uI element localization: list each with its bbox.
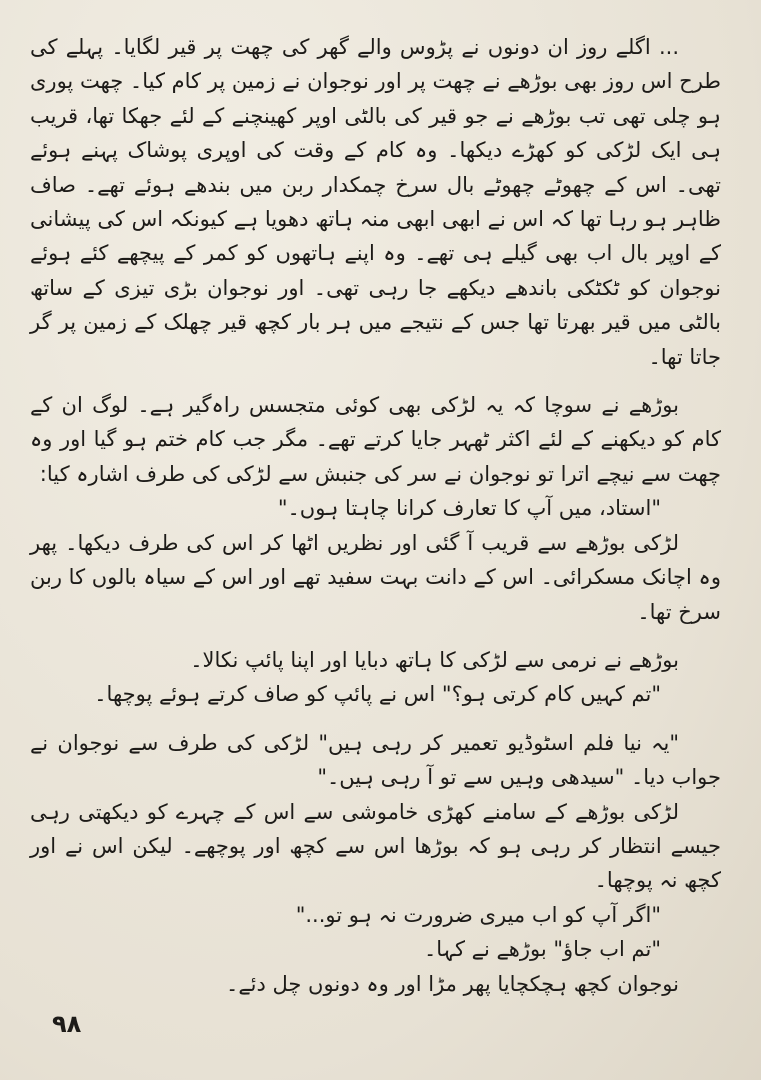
paragraph-6: نوجوان کچھ ہچکچایا پھر مڑا اور وہ دونوں چل دئے۔: [226, 971, 679, 996]
paragraph-5: لڑکی بوڑھے کے سامنے کھڑی خاموشی سے اس کے چہرے کو دیکھتی رہی جیسے انتظار کر رہی ہو کہ بوڑھا اس سے کچھ اور پوچھے۔ لیکن اس نے اور کچھ نہ پوچھا۔: [30, 799, 721, 893]
story-text: [30, 30, 721, 1001]
paragraph-4: بوڑھے نے نرمی سے لڑکی کا ہاتھ دبایا اور اپنا پائپ نکالا۔: [190, 647, 679, 672]
dialogue-1: "استاد، میں آپ کا تعارف کرانا چاہتا ہوں۔": [277, 496, 661, 521]
dialogue-4: "اگر آپ کو اب میری ضرورت نہ ہو تو...": [295, 902, 661, 927]
paragraph-1: ... اگلے روز ان دونوں نے پڑوس والے گھر کی چھت پر قیر لگایا۔ پہلے کی طرح اس روز بھی بوڑھے نے چھت پر اور نوجوان نے زمین پر کام کیا۔ چھت پوری ہو چلی تھی تب بوڑھے نے جو قیر کی بالٹی اوپر کھینچنے کے لئے جھکا تھا، قریب ہی ایک لڑکی کو کھڑے دیکھا۔ وہ کام کے وقت کی اوپری پوشاک پہنے ہوئے تھی۔ اس کے چھوٹے چھوٹے بال سرخ چمکدار ربن میں بندھے ہوئے تھے۔ صاف ظاہر ہو رہا تھا کہ اس نے ابھی ابھی منہ ہاتھ دھویا ہے کیونکہ اس کی پیشانی کے اوپر بال اب بھی گیلے ہی تھے۔ وہ اپنے ہاتھوں کو کمر کے پیچھے کئے ہوئے نوجوان کو ٹکٹکی باندھے دیکھے جا رہی تھی۔ اور نوجوان بڑی تیزی کے ساتھ بالٹی میں قیر بھرتا تھا جس کے نتیجے میں ہر بار کچھ قیر چھلک کے زمین پر گر جاتا تھا۔: [30, 35, 721, 369]
dialogue-5: "تم اب جاؤ" بوڑھے نے کہا۔: [423, 937, 661, 962]
paragraph-3: لڑکی بوڑھے سے قریب آ گئی اور نظریں اٹھا کر اس کی طرف دیکھا۔ پھر وہ اچانک مسکرائی۔ اس کے دانت بہت سفید تھے اور اس کے سیاہ بالوں کا ربن سرخ تھا۔: [30, 530, 721, 624]
dialogue-2: "تم کہیں کام کرتی ہو؟" اس نے پائپ کو صاف کرتے ہوئے پوچھا۔: [94, 682, 661, 707]
paragraph-2: بوڑھے نے سوچا کہ یہ لڑکی بھی کوئی متجسس راہ‌گیر ہے۔ لوگ ان کے کام کو دیکھنے کے لئے اکثر ٹھہر جایا کرتے تھے۔ مگر جب کام ختم ہو گیا اور وہ چھت سے نیچے اترا تو نوجوان نے سر کی جنبش سے لڑکی کی طرف اشارہ کیا:: [30, 393, 721, 486]
dialogue-3: "یہ نیا فلم اسٹوڈیو تعمیر کر رہی ہیں" لڑکی کی طرف سے نوجوان نے جواب دیا۔ "سیدھی وہیں سے تو آ رہی ہیں۔": [30, 730, 721, 790]
page-number: ٩٨: [52, 1010, 82, 1038]
